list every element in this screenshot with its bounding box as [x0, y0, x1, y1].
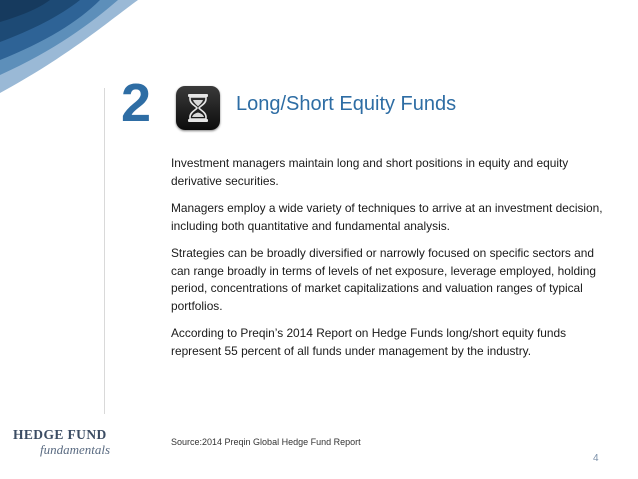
- section-number: 2: [121, 73, 151, 133]
- hedge-fund-logo: [13, 427, 111, 458]
- body-text: [171, 155, 611, 370]
- paragraph: Managers employ a wide variety of techniques to arrive at an investment decision, including both quantitative and fundamental analysis.: [171, 201, 603, 233]
- hourglass-icon: [176, 86, 220, 130]
- logo-line-1: HEDGE FUND: [13, 427, 107, 442]
- paragraph: According to Preqin’s 2014 Report on Hedge Funds long/short equity funds represent 55 percent of all funds under management by the industry.: [171, 326, 567, 358]
- page-number: 4: [593, 453, 599, 464]
- paragraph: Strategies can be broadly diversified or narrowly focused on specific sectors and can range broadly in terms of levels of net exposure, leverage employed, holding period, concentrations of market capitalizations and valuation ranges of typical portfolios.: [171, 246, 597, 313]
- paragraph: Investment managers maintain long and short positions in equity and equity derivative securities.: [171, 156, 569, 188]
- source-note: Source:2014 Preqin Global Hedge Fund Report: [171, 437, 361, 447]
- slide-title: Long/Short Equity Funds: [236, 93, 457, 115]
- vertical-divider: [104, 88, 105, 414]
- logo-line-2: fundamentals: [40, 442, 111, 457]
- corner-decoration: [0, 0, 140, 95]
